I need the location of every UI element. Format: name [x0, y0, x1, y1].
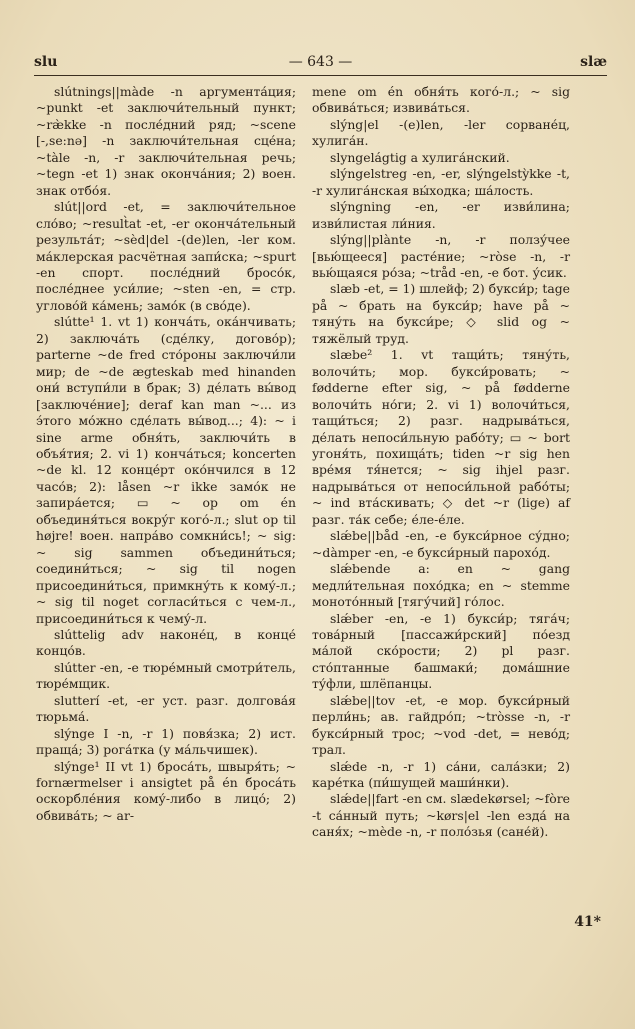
entry-slaebe: slæbe² 1. vt тащи́ть; тяну́ть, волочи́ть; мор. букси́ровать; ~ fødderne efter sig, ~ på fødderne волочи́ть но́ги; 2. vi 1) волочи́ться, тащи́ться; 2) разг. надрыва́ться, де́лать непоси́льную рабо́ту; ▭ ~ bort угоня́ть, похища́ть; tiden ~r sig hen вре́мя тя́нется; ~ sig ihjel разг. надрыва́ться от непоси́льной рабо́ты; ~ ind вта́скивать; ◇ det ~r (lige) af разг. та́к себе; е́ле-е́ле. — [312, 347, 570, 527]
entry-slyngelstreg: slýngelstreg -en, -er, slýngelstỳkke -t, -r хулига́нская вы́ходка; ша́лость. — [312, 166, 570, 198]
signature-mark: 41* — [574, 914, 601, 930]
header-right-guideword: slæ — [580, 54, 607, 70]
right-column — [312, 84, 570, 841]
entry-slyngel: slýng|el -(e)len, -ler сорване́ц, хулига́н. — [312, 116, 570, 149]
entry-slaedefart: slǽde||fart -en см. slædekørsel; ~fòre -t са́нный путь; ~kørs|el -len езда́ на саня́х; ~mède -n, -r поло́зья (сане́й). — [312, 791, 570, 840]
entry-slutord: slút||ord -et, = заключи́тельное сло́во; ~result̀at -et, -er оконча́тельный результа́т; ~sèd|del -(de)len, -ler ком. ма́клерская расчётная запи́ска; ~spurt -en спорт. после́дний бросо́к, после́днее уси́лие; ~sten -en, = стр. углово́й ка́мень; замо́к (в сво́де). — [36, 199, 296, 313]
entry-slynge-1: slýnge I -n, -r 1) повя́зка; 2) ист. праща́; 3) рога́тка (у ма́льчишек). — [36, 725, 296, 758]
entry-slutter: slútter -en, -e тюре́мный смотри́тель, тюре́мщик. — [36, 659, 296, 692]
entry-slaeber: slǽber -en, -e 1) букси́р; тяга́ч; това́рный [пассажи́рский] по́езд ма́лой ско́рости; 2) pl разг. сто́птанные башмаки́; дома́шние ту́фли, шлёпанцы. — [312, 610, 570, 692]
entry-slyngelagtig: slyngelágtig a хулига́нский. — [330, 149, 510, 165]
entry-slaebetov: slǽbe||tov -et, -e мор. букси́рный перли́нь; ав. гайдро́п; ~tròsse -n, -r букси́рный трос; ~vod -det, = нево́д; трал. — [312, 692, 570, 758]
page-number: — 643 — — [288, 54, 353, 70]
entry-slyngplante: slýng||plànte -n, -r ползу́чее [вью́щееся] расте́ние; ~ròse -n, -r вью́щаяся ро́за; ~tråd -en, -e бот. у́сик. — [312, 232, 570, 280]
left-column — [36, 84, 296, 824]
entry-sluttelig: slúttelig adv наконе́ц, в конце́ концо́в. — [36, 626, 296, 659]
entry-slutningsmade: slútnings||màde -n аргумента́ция; ~punkt -et заключи́тельный пункт; ~ræ̀kke -n после́дний ряд; ~scene [-,se:nə] -n заключи́тельная сце́на; ~tàle -n, -r заключи́тельная речь; ~tegn -et 1) знак оконча́ния; 2) воен. знак отбо́я. — [36, 84, 296, 198]
page-header — [34, 54, 607, 76]
entry-slutteri: slutterí -et, -er уст. разг. долгова́я тюрьма́. — [36, 692, 296, 725]
entry-slaebende: slǽbende a: en ~ gang медли́тельная похо́дка; en ~ stemme моното́нный [тягу́чий] го́лос. — [312, 561, 570, 610]
header-rule — [34, 75, 607, 76]
entry-slynge-2: slýnge¹ II vt 1) броса́ть, швыря́ть; ~ fornærmelser i ansigtet på én броса́ть оскорбле́ния кому́-либо в лицо́; 2) обвива́ть; ~ ar- — [36, 758, 296, 823]
entry-slutte: slútte¹ 1. vt 1) конча́ть, ока́нчивать; 2) заключа́ть (сде́лку, догово́р); parterne ~de fred сто́роны заключи́ли мир; de ~de ægteskab med hinanden они́ вступи́ли в брак; 3) де́лать вы́вод [заключе́ние]; deraf kan man ~... из э́того мо́жно сде́лать вы́вод...; 4): ~ i sine arme обня́ть, заключи́ть в объя́тия; 2. vi 1) конча́ться; koncerten ~de kl. 12 конце́рт око́нчился в 12 часо́в; 2): låsen ~r ikke замо́к не запира́ется; ▭ ~ op om én объединя́ться вокру́г кого́-л.; slut op til højre! воен. напра́во сомкни́сь!; ~ sig: ~ sig sammen объедини́ться; соедини́ться; ~ sig til nogen присоедини́ться, примкну́ть к кому́-л.; ~ sig til noget согласи́ться с чем-л., присоедини́ться к чему́-л. — [36, 314, 296, 626]
header-left-guideword: slu — [34, 54, 58, 70]
entry-slaeb: slæb -et, = 1) шлейф; 2) букси́р; tage på ~ брать на букси́р; have på ~ тяну́ть на букси́ре; ◇ slid og ~ тяжёлый труд. — [312, 281, 571, 346]
entry-slyngning: slýngning -en, -er изви́лина; изви́листая ли́ния. — [312, 199, 570, 231]
entry-continuation: mene om én обня́ть кого́-л.; ~ sig обвива́ться; извива́ться. — [312, 84, 570, 116]
entry-slaebebad: slǽbe||båd -en, -e букси́рное су́дно; ~dàmper -en, -e букси́рный парохо́д. — [312, 528, 570, 560]
entry-slaede: slǽde -n, -r 1) са́ни, сала́зки; 2) каре́тка (пи́шущей маши́нки). — [312, 758, 570, 791]
